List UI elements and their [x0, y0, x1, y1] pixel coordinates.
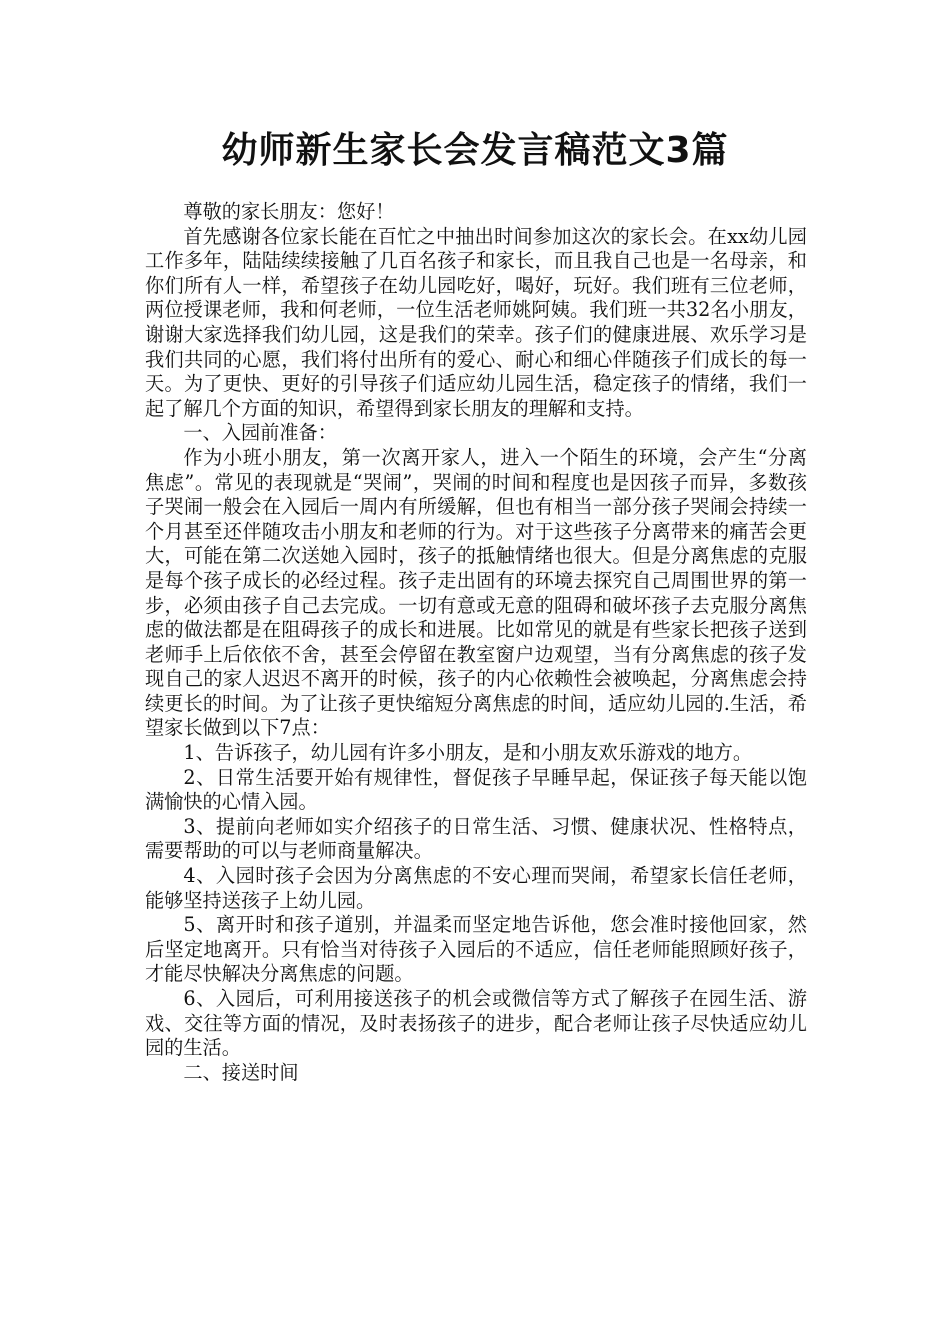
tip-item-3: 3、提前向老师如实介绍孩子的日常生活、习惯、健康状况、性格特点，需要帮助的可以与老师商量解决。	[145, 814, 807, 863]
tip-item-6: 6、入园后，可利用接送孩子的机会或微信等方式了解孩子在园生活、游戏、交往等方面的情况，及时表扬孩子的进步，配合老师让孩子尽快适应幼儿园的生活。	[145, 987, 807, 1060]
section-heading-preparation: 一、入园前准备：	[183, 421, 337, 445]
separation-anxiety-paragraph: 作为小班小朋友，第一次离开家人，进入一个陌生的环境，会产生“分离焦虑”。常见的表现就是“哭闹”，哭闹的时间和程度也是因孩子而异，多数孩子哭闹一般会在入园后一周内有所缓解，但也有相当一部分孩子哭闹会持续一个月甚至还伴随攻击小朋友和老师的行为。对于这些孩子分离带来的痛苦会更大，可能在第二次送她入园时，孩子的抵触情绪也很大。但是分离焦虑的克服是每个孩子成长的必经过程。孩子走出固有的环境去探究自己周围世界的第一步，必须由孩子自己去完成。一切有意或无意的阻碍和破坏孩子去克服分离焦虑的做法都是在阻碍孩子的成长和进展。比如常见的就是有些家长把孩子送到老师手上后依依不舍，甚至会停留在教室窗户边观望，当有分离焦虑的孩子发现自己的家人迟迟不离开的时候，孩子的内心依赖性会被唤起，分离焦虑会持续更长的时间。为了让孩子更快缩短分离焦虑的时间，适应幼儿园的.生活，希望家长做到以下7点：	[145, 445, 807, 740]
tip-item-4: 4、入园时孩子会因为分离焦虑的不安心理而哭闹，希望家长信任老师，能够坚持送孩子上幼儿园。	[145, 864, 807, 912]
intro-paragraph: 首先感谢各位家长能在百忙之中抽出时间参加这次的家长会。在xx幼儿园工作多年，陆陆续续接触了几百名孩子和家长，而且我自己也是一名母亲，和你们所有人一样，希望孩子在幼儿园吃好，喝好，玩好。我们班有三位老师，两位授课老师，我和何老师，一位生活老师姚阿姨。我们班一共32名小朋友，谢谢大家选择我们幼儿园，这是我们的荣幸。孩子们的健康进展、欢乐学习是我们共同的心愿，我们将付出所有的爱心、耐心和细心伴随孩子们成长的每一天。为了更快、更好的引导孩子们适应幼儿园生活，稳定孩子的情绪，我们一起了解几个方面的知识，希望得到家长朋友的理解和支持。	[145, 224, 807, 420]
greeting-paragraph: 尊敬的家长朋友：您好！	[183, 200, 395, 223]
document-body	[145, 200, 807, 1085]
tip-item-2: 2、日常生活要开始有规律性，督促孩子早睡早起，保证孩子每天能以饱满愉快的心情入园。	[145, 765, 807, 814]
tip-item-1: 1、告诉孩子，幼儿园有许多小朋友，是和小朋友欢乐游戏的地方。	[183, 741, 753, 765]
document-title: 幼师新生家长会发言稿范文3篇	[221, 130, 729, 171]
section-heading-pickup-time: 二、接送时间	[183, 1060, 299, 1084]
tip-item-5: 5、离开时和孩子道别，并温柔而坚定地告诉他，您会准时接他回家，然后坚定地离开。只有恰当对待孩子入园后的不适应，信任老师能照顾好孩子，才能尽快解决分离焦虑的问题。	[145, 913, 807, 986]
